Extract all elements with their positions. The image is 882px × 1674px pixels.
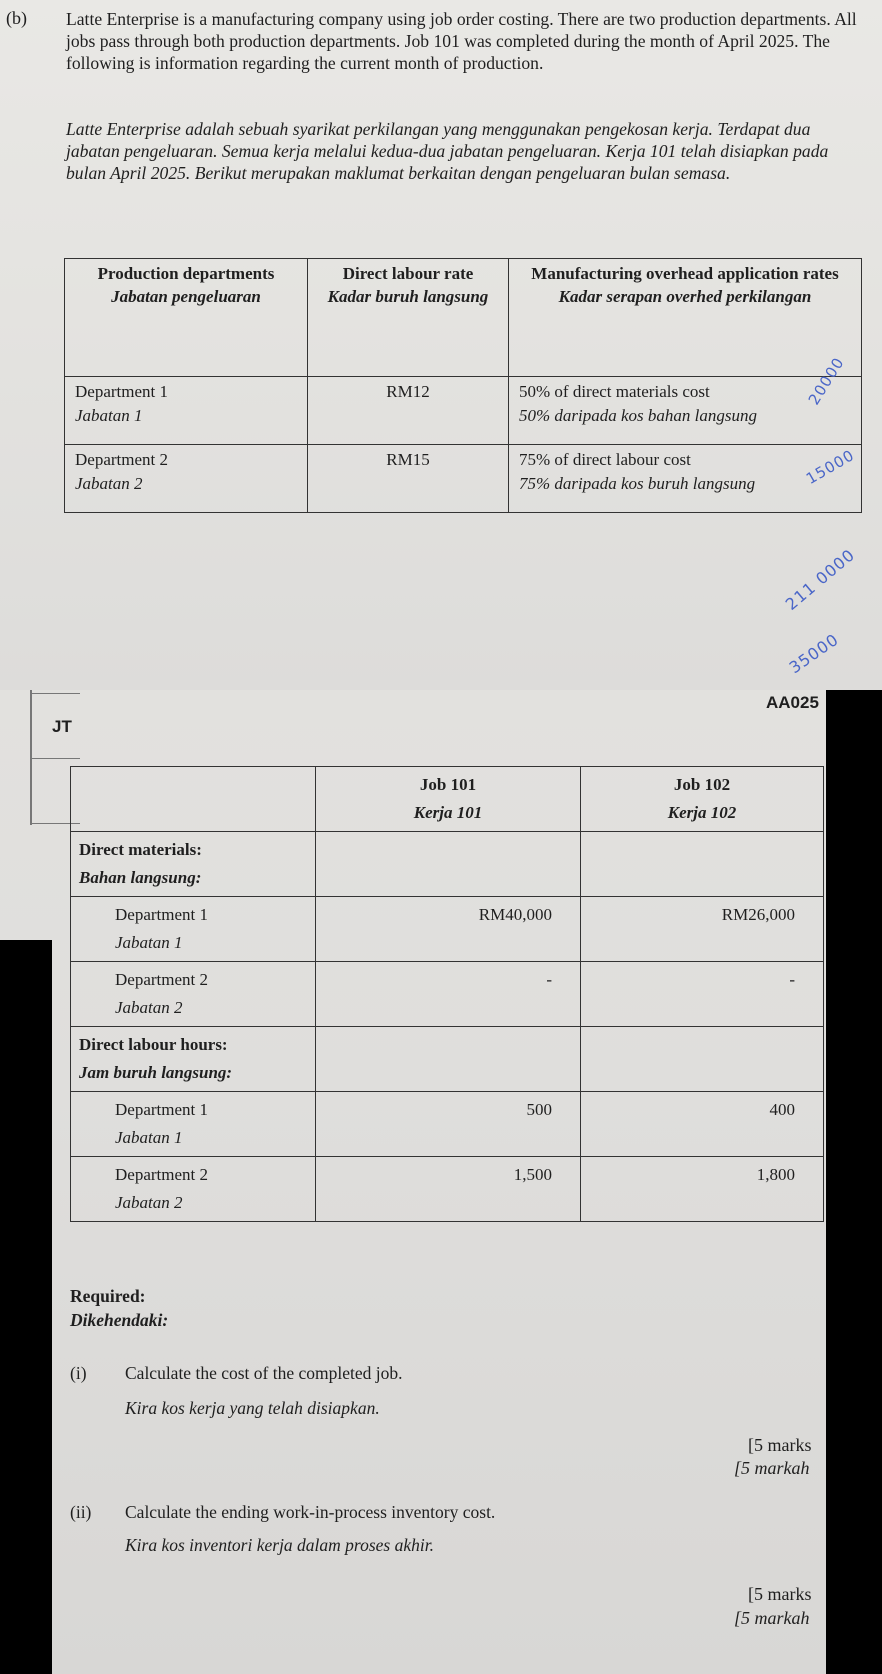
dept2-en: Department 2 [115,1165,208,1184]
question-i-marks: [5 marks [748,1435,812,1455]
jobs-header-row [71,767,824,832]
jobs-table [70,766,824,1222]
dept1-moh-en: 50% of direct materials cost [519,382,710,401]
label-direct-labour-hours [71,1027,316,1092]
rates-dept1-rate: RM12 [308,377,509,445]
question-paragraph-en: Latte Enterprise is a manufacturing company using job order costing. There are two production departments. All jobs pass through both production departments. Job 101 was completed during the month of April 2025. The following is information regarding the current month of production. [66,9,857,73]
header-dlr-en: Direct labour rate [342,264,474,283]
cell-empty [581,832,824,897]
dlh-dept1-job102: 400 [581,1092,824,1157]
label-dlh-dept2 [71,1157,316,1222]
upper-page [0,0,882,690]
dept1-en: Department 1 [115,905,208,924]
dm-dept2-job102: - [581,962,824,1027]
header-production-departments [65,259,308,377]
question-ii-text: Calculate the ending work-in-process inventory cost. [125,1502,496,1522]
label-direct-materials [71,832,316,897]
header-dept-en: Production departments [97,264,275,283]
cell-empty [316,832,581,897]
dm-dept1-job102: RM26,000 [581,897,824,962]
dept1-ms: Jabatan 1 [115,933,183,952]
job101-ms: Kerja 101 [413,803,483,822]
question-paragraph-ms: Latte Enterprise adalah sebuah syarikat perkilangan yang menggunakan pengekosan kerja. Terdapat dua jabatan pengeluaran. Semua kerja melalui kedua-dua jabatan pengeluaran. Kerja 101 telah disiapkan pada bulan April 2025. Berikut merupakan maklumat berkaitan dengan pengeluaran bulan semasa. [66,119,829,183]
dlh-dept1-job101: 500 [316,1092,581,1157]
dept2-ms: Jabatan 2 [115,998,183,1017]
dlh-dept2-job101: 1,500 [316,1157,581,1222]
question-label: (b) [6,8,27,28]
job102-ms: Kerja 102 [667,803,737,822]
row-dm-dept2 [71,962,824,1027]
dept2-en: Department 2 [115,970,208,989]
dept2-ms: Jabatan 2 [115,1193,183,1212]
page-edge-line [30,758,80,759]
cell-empty [581,1027,824,1092]
dept1-name-en: Department 1 [75,382,168,401]
question-i-text-ms: Kira kos kerja yang telah disiapkan. [125,1398,380,1418]
dm-dept1-job101: RM40,000 [316,897,581,962]
row-dlh-dept2 [71,1157,824,1222]
question-i-text: Calculate the cost of the completed job. [125,1363,403,1383]
dept2-name-ms: Jabatan 2 [75,474,143,493]
question-ii-number: (ii) [70,1502,92,1522]
rates-row-dept1 [65,377,862,445]
dept2-moh-ms: 75% daripada kos buruh langsung [519,474,756,493]
row-direct-labour-hours [71,1027,824,1092]
rates-dept2-rate: RM15 [308,445,509,513]
handwritten-note-3: 211 0000 [781,545,859,614]
label-dm-dept2 [71,962,316,1027]
dept1-moh-ms: 50% daripada kos bahan langsung [519,406,757,425]
rates-dept2-name [65,445,308,513]
dept2-name-en: Department 2 [75,450,168,469]
handwritten-note-4: 35000 [785,629,843,678]
dlh-ms: Jam buruh langsung: [79,1063,233,1082]
dept2-moh-en: 75% of direct labour cost [519,450,691,469]
rates-dept1-overhead [509,377,862,445]
job101-en: Job 101 [419,775,477,794]
label-dlh-dept1 [71,1092,316,1157]
row-dlh-dept1 [71,1092,824,1157]
rates-row-dept2 [65,445,862,513]
header-dlr-ms: Kadar buruh langsung [327,287,489,306]
handwritten-note-2: 15000 [803,446,858,488]
dept1-name-ms: Jabatan 1 [75,406,143,425]
row-dm-dept1 [71,897,824,962]
job102-en: Job 102 [673,775,731,794]
dm-dept2-job101: - [316,962,581,1027]
dlh-en: Direct labour hours: [79,1035,228,1054]
header-dept-ms: Jabatan pengeluaran [111,287,261,306]
header-job-102 [581,767,824,832]
header-direct-labour-rate [308,259,509,377]
question-ii-marks-ms: [5 markah [734,1608,810,1628]
dm-ms: Bahan langsung: [79,868,202,887]
question-i-number: (i) [70,1363,87,1383]
jobs-header-blank [71,767,316,832]
required-title: Required: [70,1286,146,1306]
dm-en: Direct materials: [79,840,202,859]
cell-empty [316,1027,581,1092]
header-moh-ms: Kadar serapan overhed perkilangan [558,287,812,306]
question-i-marks-ms: [5 markah [734,1458,810,1478]
required-title-ms: Dikehendaki: [70,1310,169,1330]
row-direct-materials [71,832,824,897]
question-ii-text-ms: Kira kos inventori kerja dalam proses akhir. [125,1535,434,1555]
dept1-en: Department 1 [115,1100,208,1119]
dept1-ms: Jabatan 1 [115,1128,183,1147]
header-job-101 [316,767,581,832]
rates-header-row [65,259,862,377]
header-moh-en: Manufacturing overhead application rates [531,264,839,283]
left-shadow [0,940,52,1674]
rates-table [64,258,862,513]
header-overhead-rates [509,259,862,377]
dlh-dept2-job102: 1,800 [581,1157,824,1222]
question-ii-marks: [5 marks [748,1584,812,1604]
label-dm-dept1 [71,897,316,962]
page-edge-line [30,693,80,694]
page-code: AA025 [766,693,819,712]
rates-dept1-name [65,377,308,445]
page-fragment-text: JT [52,717,72,736]
handwritten-note-1: 20000 [804,353,848,409]
